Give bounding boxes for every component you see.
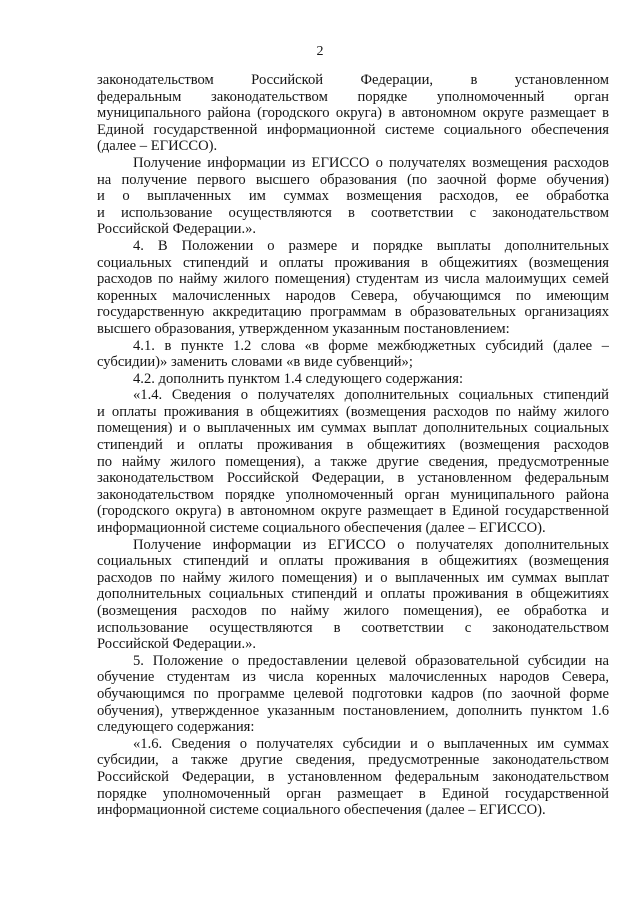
text-line: законодательством Российской Федерации, в установленном (97, 72, 609, 88)
paragraph-item-4 (97, 238, 609, 338)
paragraph-egisso-info-higher-education (97, 155, 609, 238)
text-line: по найму жилого помещения), а также другие сведения, предусмотренные (97, 453, 609, 470)
text-line: законодательством порядке уполномоченный орган муниципального района (97, 486, 609, 503)
text-line: информационной системе социального обеспечения (далее – ЕГИССО). (97, 802, 546, 819)
text-line: субсидии, а также другие сведения, предусмотренные законодательством (97, 752, 609, 769)
text-line: стипендий и оплаты проживания в общежитиях (возмещения расходов (97, 437, 609, 454)
text-line: Российской Федерации.». (97, 636, 257, 653)
text-line: обучающимся по программе целевой подготовки кадров (по заочной форме (97, 685, 609, 702)
text-line: Российской Федерации, в установленном федеральным законодательством (97, 768, 609, 785)
text-line: и использование осуществляются в соответствии с законодательством (97, 204, 609, 221)
text-line: дополнительных социальных стипендий и оплаты проживания в общежитиях (97, 586, 609, 603)
paragraph-point-1-6 (97, 736, 609, 819)
text-line: законодательством Российской Федерации, в установленном федеральным (97, 470, 609, 487)
text-line: субсидии)» заменить словами «в виде субвенций»; (97, 354, 413, 371)
text-line: и оплаты проживания в общежитиях (возмещения расходов по найму жилого (97, 403, 609, 420)
text-line: федеральным законодательством порядке уполномоченный орган (97, 88, 609, 105)
text-line: 4.2. дополнить пунктом 1.4 следующего содержания: (133, 370, 464, 387)
text-line: (городского округа) в автономном округе размещает в Единой государственной (97, 503, 609, 520)
text-line: (возмещения расходов по найму жилого помещения), ее обработка и (97, 603, 609, 619)
text-line: и о выплаченных им суммах возмещения расходов, ее обработка (97, 188, 609, 205)
text-line: на получение первого высшего образования (по заочной форме обучения) (97, 171, 609, 188)
page-number: 2 (316, 44, 324, 59)
text-line: муниципального района (городского округа) в автономном округе размещает в (97, 105, 609, 122)
text-line: 4.1. в пункте 1.2 слова «в форме межбюджетных субсидий (далее – (133, 337, 609, 354)
text-line: «1.4. Сведения о получателях дополнительных социальных стипендий (133, 387, 609, 404)
text-line: порядке уполномоченный орган размещает в Единой государственной (97, 785, 609, 802)
paragraph-egisso-placement-end (97, 72, 609, 155)
text-line: расходов по найму жилого помещения) студентам из числа малоимущих семей (97, 271, 609, 288)
text-line: использование осуществляются в соответствии с законодательством (97, 619, 609, 636)
text-line: расходов по найму жилого помещения) и о выплаченных им суммах выплат (97, 569, 609, 586)
paragraph-item-4-1 (97, 338, 609, 371)
text-line: социальных стипендий и оплаты проживания в общежитиях (возмещения (97, 254, 609, 271)
text-line: следующего содержания: (97, 719, 255, 736)
text-line: Получение информации из ЕГИССО о получателях возмещения расходов (133, 154, 609, 171)
text-line: информационной системе социального обеспечения (далее – ЕГИССО). (97, 520, 546, 537)
text-line: обучения), утвержденное указанным постановлением, дополнить пунктом 1.6 (97, 702, 609, 719)
text-line: помещения) и о выплаченных им суммах выплат дополнительных социальных (97, 420, 609, 437)
text-line: Получение информации из ЕГИССО о получателях дополнительных (133, 536, 609, 553)
text-line: социальных стипендий и оплаты проживания в общежитиях (возмещения (97, 553, 609, 570)
paragraph-point-1-4 (97, 387, 609, 536)
text-line: Российской Федерации.». (97, 221, 257, 238)
document-body (97, 72, 609, 819)
text-line: обучение студентам из числа коренных малочисленных народов Севера, (97, 669, 609, 686)
text-line: государственную аккредитацию программам в образовательных организациях (97, 304, 609, 321)
text-line: (далее – ЕГИССО). (97, 138, 218, 155)
paragraph-item-4-2 (97, 371, 609, 388)
text-line: коренных малочисленных народов Севера, обучающимся по имеющим (97, 287, 609, 304)
paragraph-egisso-info-stipends (97, 537, 609, 653)
text-line: 4. В Положении о размере и порядке выплаты дополнительных (133, 237, 609, 254)
text-line: Единой государственной информационной системе социального обеспечения (97, 121, 609, 138)
paragraph-item-5 (97, 653, 609, 736)
text-line: 5. Положение о предоставлении целевой образовательной субсидии на (133, 652, 609, 669)
text-line: высшего образования, утвержденном указанным постановлением: (97, 320, 510, 337)
text-line: «1.6. Сведения о получателях субсидии и о выплаченных им суммах (133, 735, 609, 752)
